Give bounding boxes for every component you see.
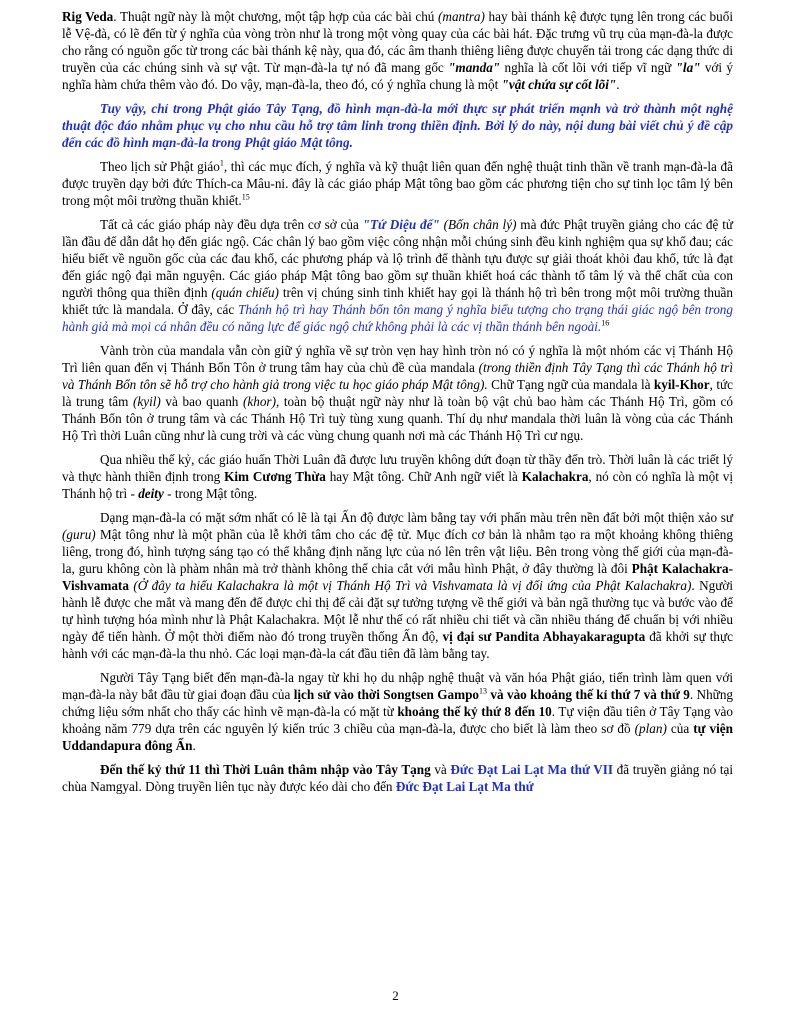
footnote-ref[interactable]: 15 (241, 192, 250, 202)
page-number: 2 (392, 988, 399, 1003)
term-kyil-khor: kyil-Khor (653, 377, 710, 392)
paragraph-india-origin: Dạng mạn-đà-la có mặt sớm nhất có lẽ là tại Ấn độ được làm bằng tay với phấn màu trên nền đất bởi một thiện xảo sư (guru) Mật tông như là một phần của lễ khởi tâm cho các đệ tử. Mục đích cơ bản là nhằm tạo ra một khoảng không thiêng liêng, trong đó, hình tượng sáng tạo có thể khẳng định năng lực của nó lên trên vật liệu. Bên trong vòng thế giới của mạn-đà-la, guru không còn là phàm nhân mà trở thành không thể chia cắt với mẫu hình Phật, ở đây thường là đôi Phật Kalachakra-Vishvamata (Ở đây ta hiểu Kalachakra là một vị Thánh Hộ Trì và Vishvamata là vị đối ứng của Phật Kalachakra). Người hành lễ được che mắt và mang đến để được chỉ thị để cải đặt sự tưởng tượng về thế giới và bản ngã thường tục và bước vào để tự hình tượng hóa mình như là Phật Kalachakra. Một lễ như thế có rất nhiều chi tiết và cần nhiều tháng để chuẩn bị với nhiều ngày để tiến hành. Ở một thời điểm nào đó trong truyền thống Ấn độ, vị đại sư Pandita Abhayakaragupta đã khởi sự thực hành với các mạn-đà-la thu nhỏ. Các loại mạn-đà-la cát đầu tiên đã làm bằng tay. (62, 510, 734, 661)
footnote-ref[interactable]: 16 (601, 318, 610, 328)
paragraph-circle-meaning: Vành tròn của mandala vẫn còn giữ ý nghĩa về sự tròn vẹn hay hình tròn nó có ý nghĩa là một nhóm các vị Thánh Hộ Trì liên quan đến vị Thánh Bổn Tôn ở trung tâm hay của chủ đề của mandala (trong thiền định Tây Tạng thì các Thánh hộ trì và Thánh Bổn tôn sẽ hỗ trợ cho hành giả trong việc tu học giáo pháp Mật tông). Chữ Tạng ngữ của mandala là kyil-Khor, tức là trung tâm (kyil) và bao quanh (khor), toàn bộ thuật ngữ này như là toàn bộ vật chủ bao hàm các Thánh Hộ Trì, gồm có Thánh Bổn tôn ở trung tâm và các Thánh Hộ Trì tuỳ tùng xung quanh. Thí dụ như mandala thời luân là vòng của các Thánh Hộ Trì thời Luân cũng như là cung trời và các vùng chung quanh nơi mà các Thánh Hộ Trì cư ngụ. (62, 343, 734, 443)
footnote-ref[interactable]: 1 (219, 158, 224, 168)
paragraph-eleventh-century: Đến thế kỷ thứ 11 thì Thời Luân thâm nhập vào Tây Tạng và Đức Đạt Lai Lạt Ma thứ VII đã truyền giảng nó tại chùa Namgyal. Dòng truyền liên tục này được kéo dài cho đến Đức Đạt Lai Lạt Ma thứ (62, 762, 733, 794)
footnote-ref[interactable]: 13 (479, 686, 488, 696)
paragraph-tibetan-buddhism: Tuy vậy, chỉ trong Phật giáo Tây Tạng, đồ hình mạn-đà-la mới thực sự phát triển mạnh và trở thành một nghệ thuật độc đáo nhằm phục vụ cho nhu cầu hỗ trợ tâm linh trong thiền định. Bởi lý do này, nội dung bài viết chủ ý đề cập đến các đồ hình mạn-đà-la trong Phật giáo Mật tông. (62, 101, 733, 150)
paragraph-kalachakra: Qua nhiều thế kỷ, các giáo huấn Thời Luân đã được lưu truyền không dứt đoạn từ thầy đến trò. Thời luân là các triết lý và thực hành thiền định trong Kim Cương Thừa hay Mật tông. Chữ Anh ngữ viết là Kalachakra, nó còn có nghĩa là một vị Thánh hộ trì - deity - trong Mật tông. (62, 452, 733, 501)
term-rig-veda: Rig Veda (62, 9, 114, 24)
paragraph-four-noble-truths: Tất cả các giáo pháp này đều dựa trên cơ sở của "Tứ Diệu đế" (Bốn chân lý) mà đức Phật truyền giảng cho các đệ tử lần đầu để dẫn dắt họ đến giác ngộ. Các chân lý bao gồm việc công nhận mỗi chúng sinh đều kinh nghiệm qua sự khổ đau; các hiểu biết về nguồn gốc của các đau khổ, các phương pháp và lộ trình để thành tựu được sự giải thoát khỏi đau khổ, tức là đạt đến giác ngộ đại mãn nguyện. Các giáo pháp Mật tông bao gồm sự thuần khiết hoá các thành tố tâm lý và thể chất của con người thông qua thiền định (quán chiếu) trên vị chúng sinh tinh khiết hay gọi là thánh hộ trì bên trong một môi trường thuần khiết tức là mandala. Ở đây, các Thánh hộ trì hay Thánh bổn tôn mang ý nghĩa biểu tượng cho trạng thái giác ngộ bên trong hành giả mà mọi cá nhân đều có năng lực để giác ngộ chứ không phải là các vị thần thánh bên ngoài.$^{16}$ (62, 217, 734, 334)
term-la: "la" (675, 60, 701, 75)
paragraph-history: Theo lịch sử Phật giáo$^1$, thì các mục đích, ý nghĩa và kỹ thuật liên quan đến nghệ thuật tinh thần về tranh mạn-đà-la đã được truyền dạy bởi đức Thích-ca Mâu-ni. đây là các giáo pháp Mật tông bao gồm các phương tiện cho sự tinh lọc tâm lý bên trong một môi trường thuần khiết.$^{15}$ (62, 158, 733, 208)
paragraph-rig-veda: Rig Veda. Thuật ngữ này là một chương, một tập hợp của các bài chú (mantra) hay bài thánh kệ được tụng lên trong các buổi lễ Vệ-đà, có lẽ đến từ ý nghĩa của vòng tròn như là trong một vòng quay của các bài hát. Đặc trưng vũ trụ của mạn-đà-la được cho rằng có nguồn gốc từ trong các bài thánh kệ này, qua đó, các âm thanh thiêng liêng được chuyển tải trong các dạng thức di truyền của các chúng sinh và sự vật. Từ mạn-đà-la tự nó đã mang gốc "manda" nghĩa là cốt lõi với tiếp vĩ ngữ "la" với ý nghĩa hàm chứa thêm vào đó. Do vậy, mạn-đà-la, theo đó, có ý nghĩa chung là một "vật chứa sự cốt lõi". (62, 9, 733, 92)
paragraph-tibet-arrival: Người Tây Tạng biết đến mạn-đà-la ngay từ khi họ du nhập nghệ thuật và văn hóa Phật giáo, tiến trình làm quen với mạn-đà-la này bắt đầu từ giai đoạn đầu của lịch sử vào thời Songtsen Gampo$^{13}$ và vào khoảng thế kỉ thứ 7 và thứ 9. Những chứng liệu sớm nhất cho thấy các hình vẽ mạn-đà-la có mặt từ khoảng thế kỷ thứ 8 đến 10. Tự viện đầu tiên ở Tây Tạng vào khoảng năm 779 dựa trên các nguyên lý kiến trúc 3 chiều của mạn-đà-la, được cho biết là làm theo sơ đồ (plan) của tự viện Uddandapura đông Ấn. (62, 670, 734, 753)
term-manda: "manda" (448, 60, 501, 75)
